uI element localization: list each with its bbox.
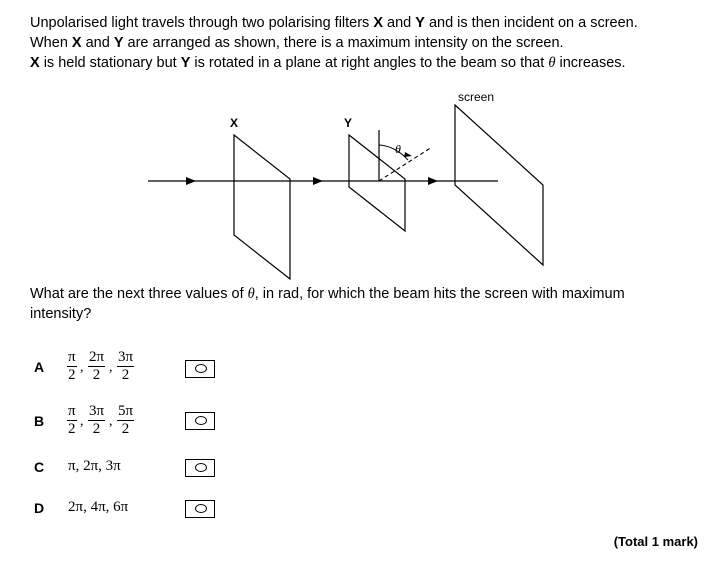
total-marks: (Total 1 mark) — [613, 534, 698, 549]
option-b-fraction-3 — [117, 404, 134, 437]
prompt-text: What are the next three values of — [30, 286, 248, 302]
beam-arrow-1 — [186, 177, 196, 185]
filter-x-ref: X — [373, 15, 384, 31]
option-a-select[interactable] — [185, 360, 215, 378]
numerator: 5π — [118, 403, 134, 419]
option-b-letter: B — [34, 413, 45, 429]
numerator: 2π — [89, 349, 105, 365]
stem-text: and — [383, 15, 416, 31]
separator-comma: , — [80, 360, 84, 375]
radio-circle-icon — [195, 504, 207, 513]
option-c-text: π, 2π, 3π — [68, 458, 121, 474]
filter-y-ref: Y — [113, 35, 124, 51]
filter-y-label: Y — [343, 116, 353, 130]
theta-symbol: θ — [247, 286, 255, 302]
theta-arc-arrow — [404, 152, 412, 157]
separator-comma: , — [80, 414, 84, 429]
theta-label: θ — [395, 142, 401, 156]
question-prompt — [30, 284, 680, 324]
option-d-text: 2π, 4π, 6π — [68, 499, 129, 515]
denominator: 2 — [92, 421, 101, 437]
stem-text: are arranged as shown, there is a maximum intensity on the screen. — [123, 35, 564, 51]
prompt-text: , in rad, for which the beam hits the screen with maximum intensity? — [30, 286, 625, 322]
stem-text: is rotated in a plane at right angles to the beam so that — [190, 55, 549, 71]
filter-y-rotated-axis — [379, 147, 432, 181]
stem-text: increases. — [555, 55, 626, 71]
filter-x — [234, 135, 290, 279]
denominator: 2 — [92, 367, 101, 383]
beam-arrow-2 — [313, 177, 323, 185]
denominator: 2 — [121, 367, 130, 383]
screen — [455, 105, 543, 265]
option-d-select[interactable] — [185, 500, 215, 518]
separator-comma: , — [109, 360, 113, 375]
numerator: 3π — [118, 349, 134, 365]
option-a-letter: A — [34, 359, 45, 375]
stem-text: Unpolarised light travels through two polarising filters — [30, 15, 374, 31]
beam-arrow-3 — [428, 177, 438, 185]
stem-text: and is then incident on a screen. — [424, 15, 638, 31]
stem-text: and — [81, 35, 114, 51]
radio-circle-icon — [195, 364, 207, 373]
numerator: π — [68, 349, 76, 365]
denominator: 2 — [68, 421, 76, 437]
theta-arc — [379, 145, 408, 160]
denominator: 2 — [68, 367, 76, 383]
screen-label: screen — [457, 90, 495, 104]
filter-y-ref: Y — [180, 55, 191, 71]
option-c-letter: C — [34, 459, 45, 475]
option-a-fraction-3 — [117, 350, 134, 383]
filter-y-ref: Y — [415, 15, 425, 31]
radio-circle-icon — [195, 463, 207, 472]
stem-text: When — [30, 35, 72, 51]
denominator: 2 — [121, 421, 130, 437]
numerator: 3π — [89, 403, 105, 419]
option-c-select[interactable] — [185, 459, 215, 477]
theta-symbol: θ — [548, 55, 556, 71]
separator-comma: , — [109, 414, 113, 429]
option-a-fraction-2 — [88, 350, 105, 383]
filter-x-label: X — [229, 116, 239, 130]
filter-x-ref: X — [30, 55, 40, 71]
numerator: π — [68, 403, 76, 419]
stem-text: is held stationary but — [39, 55, 181, 71]
option-a-fraction-1 — [67, 350, 77, 383]
filter-x-ref: X — [71, 35, 82, 51]
radio-circle-icon — [195, 416, 207, 425]
option-b-select[interactable] — [185, 412, 215, 430]
option-b-fraction-2 — [88, 404, 105, 437]
option-d-letter: D — [34, 500, 45, 516]
option-b-fraction-1 — [67, 404, 77, 437]
